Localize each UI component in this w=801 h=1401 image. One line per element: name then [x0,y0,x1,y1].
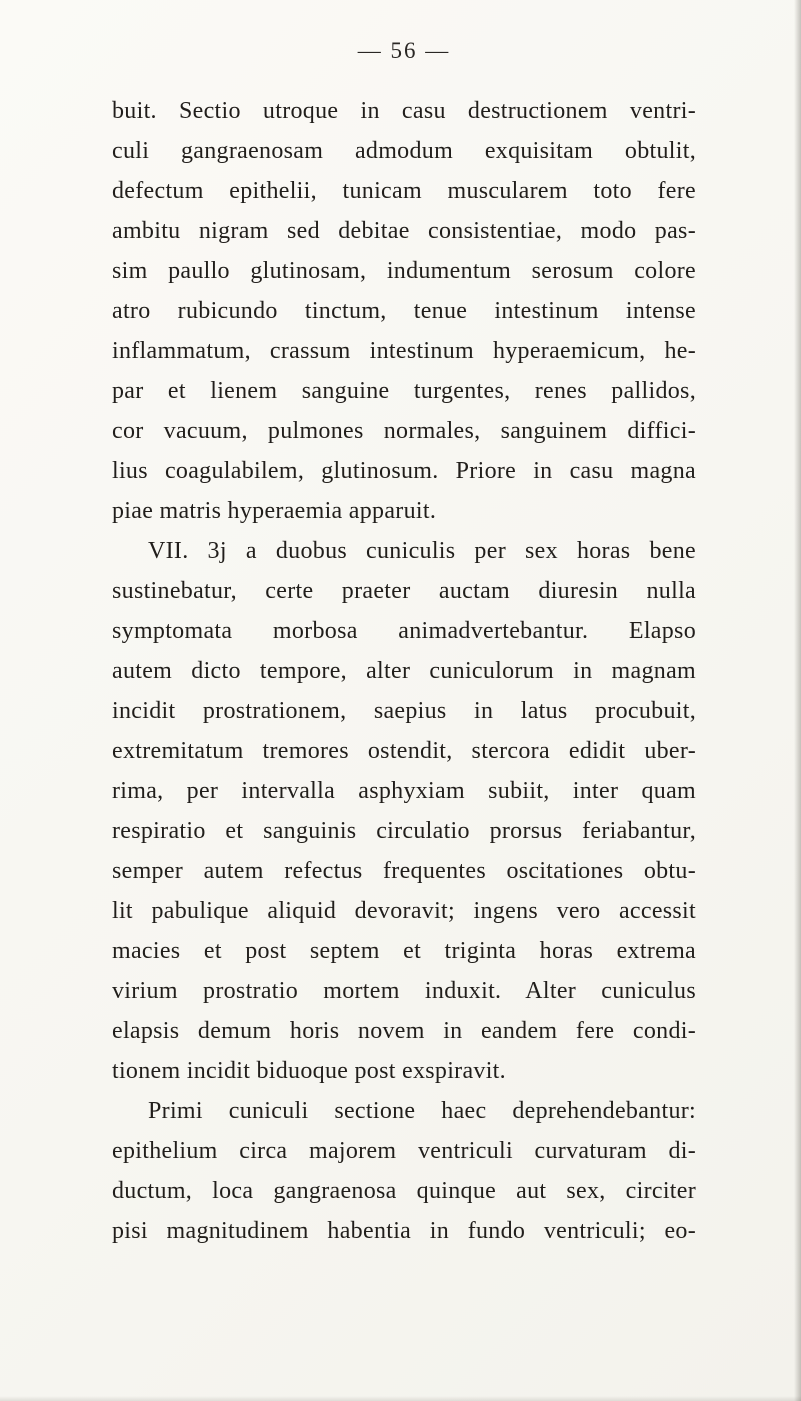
text-line: ductum, loca gangraenosa quinque aut sex, circiter [112,1178,696,1204]
text-line: culi gangraenosam admodum exquisitam obtulit, [112,138,696,164]
text-line: defectum epithelii, tunicam muscularem toto fere [112,178,696,204]
text-line: respiratio et sanguinis circulatio prorsus feriabantur, [112,818,696,844]
text-line: inflammatum, crassum intestinum hyperaemicum, he- [112,338,696,364]
page-edge-shadow-bottom [0,1396,801,1401]
page-edge-shadow-right [794,0,801,1401]
text-line: semper autem refectus frequentes oscitationes obtu- [112,858,696,884]
text-line: epithelium circa majorem ventriculi curvaturam di- [112,1138,696,1164]
paragraph-3 [112,1091,696,1251]
text-line: virium prostratio mortem induxit. Alter cuniculus [112,978,696,1004]
text-line: elapsis demum horis novem in eandem fere condi- [112,1018,696,1044]
text-line: par et lienem sanguine turgentes, renes pallidos, [112,378,696,404]
text-line: symptomata morbosa animadvertebantur. Elapso [112,618,696,644]
page-number: — 56 — [357,38,451,63]
text-line: pisi magnitudinem habentia in fundo ventriculi; eo- [112,1218,696,1244]
text-line: cor vacuum, pulmones normales, sanguinem diffici- [112,418,696,444]
text-line: sim paullo glutinosam, indumentum serosum colore [112,258,696,284]
paragraph-2 [112,531,696,1091]
text-line: atro rubicundo tinctum, tenue intestinum intense [112,298,696,324]
text-line: extremitatum tremores ostendit, stercora edidit uber- [112,738,696,764]
text-line: macies et post septem et triginta horas extrema [112,938,696,964]
text-line: ambitu nigram sed debitae consistentiae, modo pas- [112,218,696,244]
text-line: lit pabulique aliquid devoravit; ingens vero accessit [112,898,696,924]
text-line: VII. 3j a duobus cuniculis per sex horas bene [148,538,696,564]
text-line: piae matris hyperaemia apparuit. [112,498,437,524]
text-line: Primi cuniculi sectione haec deprehendebantur: [148,1098,696,1124]
paragraph-1 [112,91,696,531]
text-line: autem dicto tempore, alter cuniculorum in magnam [112,658,696,684]
text-line: buit. Sectio utroque in casu destructionem ventri- [112,98,696,124]
text-line: sustinebatur, certe praeter auctam diuresin nulla [112,578,696,604]
text-line: lius coagulabilem, glutinosum. Priore in casu magna [112,458,696,484]
text-line: tionem incidit biduoque post exspiravit. [112,1058,506,1084]
text-line: rima, per intervalla asphyxiam subiit, inter quam [112,778,696,804]
text-line: incidit prostrationem, saepius in latus procubuit, [112,698,696,724]
text-block [112,91,696,1251]
